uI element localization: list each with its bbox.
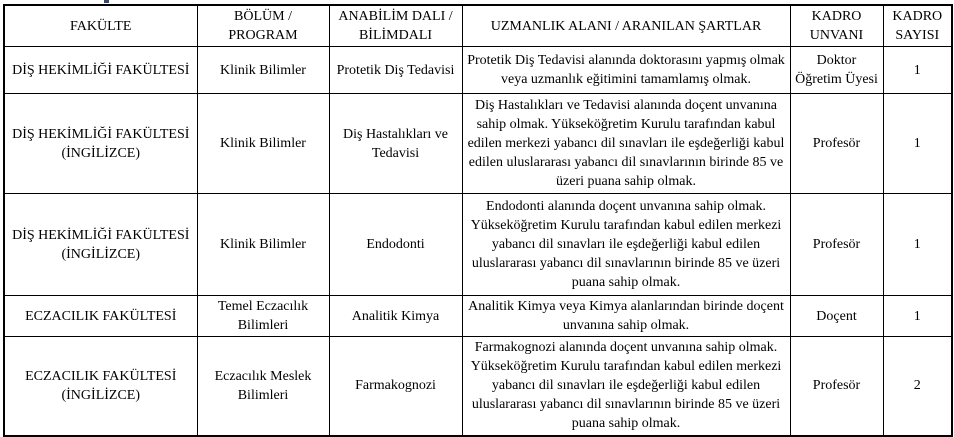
cell-bolum: Temel Eczacılık Bilimleri [197, 296, 329, 337]
cell-unvan: Profesör [790, 337, 883, 436]
cell-sayi: 1 [883, 296, 952, 337]
column-header-kadro-unvani: KADRO UNVANI [790, 5, 883, 47]
cell-anabilim: Endodonti [329, 194, 462, 296]
table-row [4, 337, 952, 436]
cell-fakulte [4, 94, 197, 194]
cell-bolum: Eczacılık Meslek Bilimleri [197, 337, 329, 436]
fakulte-name: DİŞ HEKİMLİĞİ FAKÜLTESİ [12, 62, 190, 78]
cell-unvan: Doçent [790, 296, 883, 337]
table-row [4, 296, 952, 337]
cell-fakulte [4, 194, 197, 296]
cell-unvan: Doktor Öğretim Üyesi [790, 47, 883, 94]
cell-sartlar: Endodonti alanında doçent unvanına sahip olmak. Yükseköğretim Kurulu tarafından kabul edilen merkezi yabancı dil sınavları ile eşdeğerliği kabul edilen uluslararası yabancı dil sınavlarının birinde 85 ve üzeri puana sahip olmak. [462, 194, 790, 296]
cell-bolum: Klinik Bilimler [197, 94, 329, 194]
fakulte-note: (İNGİLİZCE) [61, 145, 141, 161]
cell-anabilim: Protetik Diş Tedavisi [329, 47, 462, 94]
cell-sayi: 2 [883, 337, 952, 436]
cell-fakulte [4, 337, 197, 436]
column-header-uzmanlik-alani: UZMANLIK ALANI / ARANILAN ŞARTLAR [462, 5, 790, 47]
cell-sayi: 1 [883, 94, 952, 194]
cell-sayi: 1 [883, 47, 952, 94]
fakulte-name: ECZACILIK FAKÜLTESİ [25, 368, 177, 384]
cell-bolum: Klinik Bilimler [197, 47, 329, 94]
fakulte-name: DİŞ HEKİMLİĞİ FAKÜLTESİ [12, 126, 190, 142]
cropped-text-fragment [104, 0, 109, 3]
cell-unvan: Profesör [790, 194, 883, 296]
column-header-bolum-program: BÖLÜM / PROGRAM [197, 5, 329, 47]
table-body [4, 47, 952, 436]
cell-anabilim: Analitik Kimya [329, 296, 462, 337]
cell-sartlar: Analitik Kimya veya Kimya alanlarından birinde doçent unvanına sahip olmak. [462, 296, 790, 337]
table-row [4, 94, 952, 194]
cell-sartlar: Farmakognozi alanında doçent unvanına sahip olmak. Yükseköğretim Kurulu tarafından kabul edilen merkezi yabancı dil sınavları ile eşdeğerliği kabul edilen uluslararası yabancı dil sınavlarının birinde 85 ve üzeri puana sahip olmak. [462, 337, 790, 436]
cell-unvan: Profesör [790, 94, 883, 194]
cell-fakulte [4, 47, 197, 94]
header-row [4, 5, 952, 47]
table-row [4, 47, 952, 94]
cell-sayi: 1 [883, 194, 952, 296]
column-header-fakulte: FAKÜLTE [4, 5, 197, 47]
cell-sartlar: Protetik Diş Tedavisi alanında doktorasını yapmış olmak veya uzmanlık eğitimini tamamlamış olmak. [462, 47, 790, 94]
cell-sartlar: Diş Hastalıkları ve Tedavisi alanında doçent unvanına sahip olmak. Yükseköğretim Kurulu tarafından kabul edilen merkezi yabancı dil sınavları ile eşdeğerliği kabul edilen uluslararası yabancı dil sınavlarının birinde 85 ve üzeri puana sahip olmak. [462, 94, 790, 194]
fakulte-note: (İNGİLİZCE) [61, 387, 141, 403]
cell-bolum: Klinik Bilimler [197, 194, 329, 296]
table-header [4, 5, 952, 47]
column-header-kadro-sayisi: KADRO SAYISI [883, 5, 952, 47]
cell-anabilim: Diş Hastalıkları ve Tedavisi [329, 94, 462, 194]
fakulte-name: ECZACILIK FAKÜLTESİ [25, 308, 177, 324]
cell-fakulte [4, 296, 197, 337]
academic-positions-table [3, 4, 953, 437]
fakulte-note: (İNGİLİZCE) [61, 246, 141, 262]
column-header-anabilim-dali: ANABİLİM DALI / BİLİMDALI [329, 5, 462, 47]
cell-anabilim: Farmakognozi [329, 337, 462, 436]
table-row [4, 194, 952, 296]
fakulte-name: DİŞ HEKİMLİĞİ FAKÜLTESİ [12, 227, 190, 243]
